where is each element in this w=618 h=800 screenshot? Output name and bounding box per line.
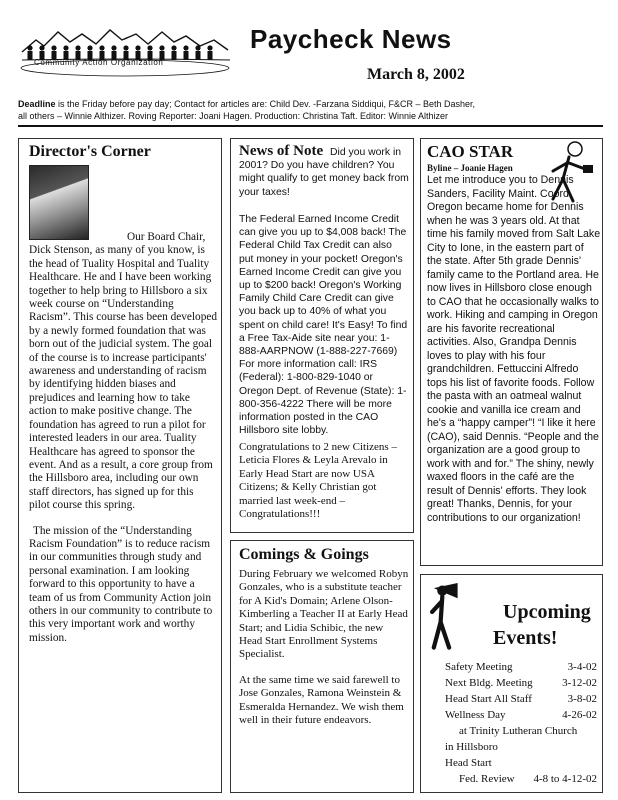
directors-corner-heading: Director's Corner (29, 143, 151, 160)
event-date: 3-8-02 (567, 693, 597, 705)
news-body: The Federal Earned Income Credit can give you up to $4,008 back! The Federal Child Tax Credit can also put money in your pocket! Oregon's Earned Income Credit can give you up to $200 back! Oregon's Working Family Child Care Credit can give you back up to 40% of what you spent on child care! It's Easy! To find a Free Tax-Aide site near you: 1-888-AARPNOW (1-888-227-7669) For more information call: IRS (Federal): 1-800-829-1040 or Oregon Dept. of Revenue (State): 1-800-356-4222 There will be more information posted in the CAO Hillsboro site lobby. (239, 214, 408, 437)
news-of-note (230, 138, 414, 533)
event-headstart: Head Start (445, 757, 492, 769)
deadline-label: Deadline (18, 99, 56, 109)
megaphone-man-illustration (427, 581, 461, 653)
event-row (445, 675, 597, 691)
cao-star (420, 138, 603, 566)
comings-paragraph-2: At the same time we said farewell to Jose Gonzales, Ramona Weinstein & Esmeralda Hernandez. We wish them well in their future endeavors. (239, 673, 404, 727)
cao-star-byline: Byline – Joanie Hagen (427, 163, 513, 173)
event-row (445, 691, 597, 707)
news-intro: Did you work in 2001? Do you have children? You might qualify to get money back from your taxes! (239, 147, 409, 198)
news-intro-block (239, 145, 409, 199)
header-rule (18, 125, 603, 127)
event-name: Next Bldg. Meeting (445, 677, 533, 689)
events-list (445, 659, 597, 787)
issue-date: March 8, 2002 (367, 66, 465, 83)
event-date: 4-8 to 4-12-02 (533, 773, 597, 785)
event-row (445, 659, 597, 675)
event-date: 4-26-02 (562, 709, 597, 721)
news-congrats: Congratulations to 2 new Citizens – Leticia Flores & Leyla Arevalo in Early Head Start are now USA Citizens; & Kelly Christian got married last week-end – Congratulations!!! (239, 441, 397, 521)
event-date: 3-4-02 (567, 661, 597, 673)
events-heading-2: Events! (493, 627, 558, 649)
contact-info (18, 98, 603, 122)
directors-paragraph-1: Our Board Chair, Dick Stenson, as many of you know, is the head of Tuality Hospital and Tuality Healthcare. He and I have been working together to help bring to Hillsboro a six week course on “Understanding Racism”. This course has been developed by a newly formed foundation that was born out of the judicial system. The goal of the course is to increase participants' awareness and understanding of racism by identifying hidden biases and prejudices and learning how to take action to make positive change. The foundation has agreed to run a pilot for interested leaders in our area. Tuality Healthcare has agreed to sponsor the event. And as a result, a core group from the Hillsboro area, including our own staff directors, has signed up for this pilot course this spring. (29, 231, 218, 512)
contact-line-2: all others – Winnie Althizer. Roving Reporter: Joani Hagen. Production: Christina Taft. Editor: Winnie Althizer (18, 111, 449, 121)
news-of-note-heading: News of Note (239, 143, 324, 159)
cao-logo (18, 20, 233, 78)
comings-body (239, 568, 409, 727)
directors-paragraph-2: The mission of the “Understanding Racism Foundation” is to reduce racism in our communities through study and personal examination. I am looking forward to this opportunity to have a team of us from Community Action join others in our community to contribute to this very important work and worthy mission. (29, 524, 213, 644)
events-heading-1: Upcoming (503, 601, 591, 623)
event-row (445, 771, 597, 787)
event-date: 3-12-02 (562, 677, 597, 689)
event-name: Head Start All Staff (445, 693, 532, 705)
directors-corner (18, 138, 222, 793)
upcoming-events (420, 574, 603, 793)
event-location-2: in Hillsboro (445, 741, 498, 753)
director-photo (29, 165, 89, 240)
comings-goings (230, 540, 414, 793)
newsletter-title: Paycheck News (250, 24, 452, 54)
comings-goings-heading: Comings & Goings (239, 546, 369, 563)
cao-star-heading: CAO STAR (427, 142, 514, 161)
comings-paragraph-1: During February we welcomed Robyn Gonzales, who is a substitute teacher for A Kid's Domain; Arlene Olson-Kimberling a Teacher II at Early Head Start; and Lidia Schibic, the new Head Start Enrollment Systems Specialist. (239, 568, 409, 661)
event-row (445, 707, 597, 723)
event-name: Safety Meeting (445, 661, 513, 673)
event-name: Fed. Review (459, 773, 515, 785)
event-location-1: at Trinity Lutheran Church (459, 725, 578, 737)
cao-star-body: Let me introduce you to Dennis Sanders, Facility Maint. Coord. Oregon became home for Dennis when he was 3 years old. At that time his family moved from Salt Lake City to Ione, in the eastern part of the state. After 5th grade Dennis' family came to the Portland area. He now lives in Hillsboro close enough to CAO that he occasionally walks to work. Hiking and camping in Oregon are his favorite recreational activities. Also, Grandpa Dennis loves to play with his four grandchildren. Fettuccini Alfredo tops his list of favorite foods. Follow the pasta with an oatmeal walnut cookie and vanilla ice cream and he's a “happy camper”! “I like it here (CAO), said Dennis. “People and the organization are a good group to work with and for.” The shiny, newly waxed floors in the café are the result of Dennis' efforts. They look great! Thanks, Dennis, for your contributions to our organization! (427, 174, 601, 524)
org-name: Community Action Organization (34, 58, 164, 67)
event-name: Wellness Day (445, 709, 506, 721)
contact-line-1: is the Friday before pay day; Contact for articles are: Child Dev. -Farzana Siddiqui, F&CR – Beth Dasher, (55, 99, 476, 109)
directors-corner-body (29, 231, 217, 645)
